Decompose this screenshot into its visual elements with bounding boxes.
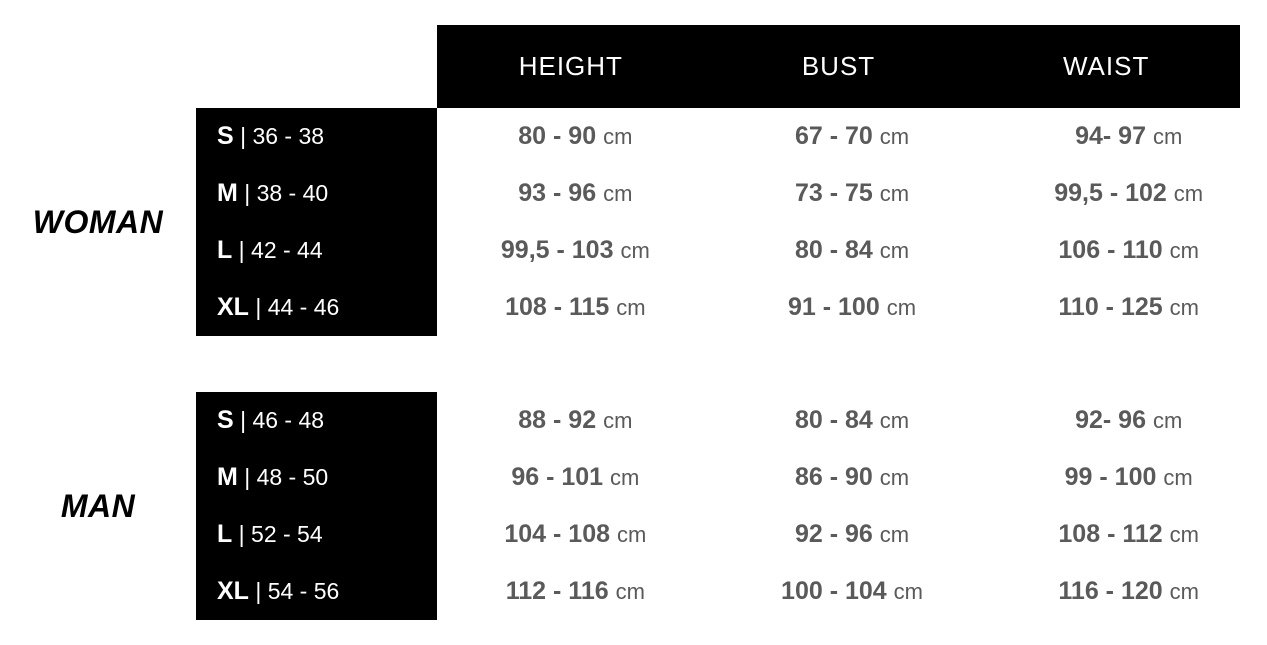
height-value: 108 - 115 xyxy=(505,293,610,321)
unit-label: cm xyxy=(893,579,923,604)
unit-label: cm xyxy=(615,579,645,604)
waist-value: 108 - 112 xyxy=(1058,520,1163,548)
unit-label: cm xyxy=(620,238,650,263)
group-label-man: MAN xyxy=(60,487,136,524)
size-label: XL xyxy=(217,577,249,605)
bust-value: 100 - 104 xyxy=(781,577,887,605)
rows-woman xyxy=(196,108,1267,336)
eu-size-label: | 54 - 56 xyxy=(255,578,340,604)
cell-height xyxy=(437,179,714,208)
size-label: L xyxy=(217,236,233,264)
bust-value: 91 - 100 xyxy=(787,293,880,321)
waist-value: 99,5 - 102 xyxy=(1054,179,1167,207)
cell-size xyxy=(196,520,437,549)
cell-height xyxy=(437,463,714,492)
height-value: 96 - 101 xyxy=(511,463,604,491)
eu-size-label: | 38 - 40 xyxy=(244,180,329,206)
height-value: 88 - 92 xyxy=(518,406,597,434)
cell-bust xyxy=(714,406,991,435)
cell-height xyxy=(437,406,714,435)
bust-value: 80 - 84 xyxy=(794,236,873,264)
rows-man xyxy=(196,392,1267,620)
bust-value: 73 - 75 xyxy=(794,179,873,207)
cell-height xyxy=(437,293,714,322)
size-label: S xyxy=(217,406,234,434)
unit-label: cm xyxy=(1152,408,1183,433)
bust-value: 92 - 96 xyxy=(794,520,873,548)
eu-size-label: | 42 - 44 xyxy=(238,237,323,263)
unit-label: cm xyxy=(879,238,910,263)
unit-label: cm xyxy=(616,295,646,320)
eu-size-label: | 36 - 38 xyxy=(240,123,325,149)
cell-size xyxy=(196,577,437,606)
height-value: 104 - 108 xyxy=(504,520,611,548)
size-label: L xyxy=(217,520,233,548)
cell-waist xyxy=(990,236,1267,265)
unit-label: cm xyxy=(879,124,910,149)
unit-label: cm xyxy=(1169,295,1199,320)
cell-size xyxy=(196,293,437,322)
column-header-waist: WAIST xyxy=(1062,51,1150,81)
cell-waist xyxy=(990,293,1267,322)
cell-height xyxy=(437,122,714,151)
eu-size-label: | 44 - 46 xyxy=(255,294,340,320)
waist-value: 106 - 110 xyxy=(1058,236,1163,264)
unit-label: cm xyxy=(610,465,640,490)
waist-value: 116 - 120 xyxy=(1058,577,1163,605)
unit-label: cm xyxy=(616,522,647,547)
table-row xyxy=(196,222,1267,279)
table-header xyxy=(437,25,1240,108)
table-row xyxy=(196,165,1267,222)
group-man xyxy=(0,392,1267,620)
table-row xyxy=(196,449,1267,506)
cell-height xyxy=(437,236,714,265)
cell-waist xyxy=(990,406,1267,435)
unit-label: cm xyxy=(1173,181,1204,206)
height-value: 93 - 96 xyxy=(518,179,597,207)
group-label-woman: WOMAN xyxy=(32,203,164,240)
cell-waist xyxy=(990,122,1267,151)
size-label: XL xyxy=(217,293,249,321)
waist-value: 94- 97 xyxy=(1075,122,1146,150)
size-label: M xyxy=(217,179,238,207)
cell-bust xyxy=(714,293,991,322)
column-header-bust: BUST xyxy=(801,51,876,81)
cell-size xyxy=(196,179,437,208)
cell-size xyxy=(196,122,437,151)
cell-height xyxy=(437,520,714,549)
cell-height xyxy=(437,577,714,606)
unit-label: cm xyxy=(879,465,910,490)
column-header-height: HEIGHT xyxy=(518,51,623,81)
cell-bust xyxy=(714,463,991,492)
unit-label: cm xyxy=(879,522,910,547)
unit-label: cm xyxy=(603,408,633,433)
height-value: 99,5 - 103 xyxy=(500,236,614,264)
unit-label: cm xyxy=(603,181,633,206)
unit-label: cm xyxy=(1163,465,1193,490)
cell-waist xyxy=(990,463,1267,492)
group-woman xyxy=(0,108,1267,336)
bust-value: 80 - 84 xyxy=(794,406,873,434)
size-label: S xyxy=(217,122,234,150)
table-row xyxy=(196,392,1267,449)
unit-label: cm xyxy=(1169,522,1199,547)
unit-label: cm xyxy=(879,181,910,206)
cell-bust xyxy=(714,236,991,265)
unit-label: cm xyxy=(603,124,633,149)
unit-label: cm xyxy=(1169,238,1199,263)
bust-value: 67 - 70 xyxy=(794,122,873,150)
cell-size xyxy=(196,236,437,265)
unit-label: cm xyxy=(1152,124,1183,149)
table-row xyxy=(196,506,1267,563)
size-label: M xyxy=(217,463,238,491)
eu-size-label: | 46 - 48 xyxy=(240,407,325,433)
cell-bust xyxy=(714,520,991,549)
unit-label: cm xyxy=(886,295,917,320)
eu-size-label: | 52 - 54 xyxy=(238,521,323,547)
height-value: 80 - 90 xyxy=(518,122,597,150)
cell-waist xyxy=(990,577,1267,606)
cell-size xyxy=(196,463,437,492)
table-row xyxy=(196,563,1267,620)
cell-bust xyxy=(714,122,991,151)
table-row xyxy=(196,279,1267,336)
waist-value: 92- 96 xyxy=(1075,406,1146,434)
waist-value: 110 - 125 xyxy=(1058,293,1163,321)
table-row xyxy=(196,108,1267,165)
unit-label: cm xyxy=(879,408,910,433)
cell-waist xyxy=(990,520,1267,549)
cell-waist xyxy=(990,179,1267,208)
bust-value: 86 - 90 xyxy=(794,463,873,491)
waist-value: 99 - 100 xyxy=(1064,463,1157,491)
unit-label: cm xyxy=(1169,579,1199,604)
cell-bust xyxy=(714,577,991,606)
cell-bust xyxy=(714,179,991,208)
eu-size-label: | 48 - 50 xyxy=(244,464,329,490)
cell-size xyxy=(196,406,437,435)
height-value: 112 - 116 xyxy=(505,577,609,605)
